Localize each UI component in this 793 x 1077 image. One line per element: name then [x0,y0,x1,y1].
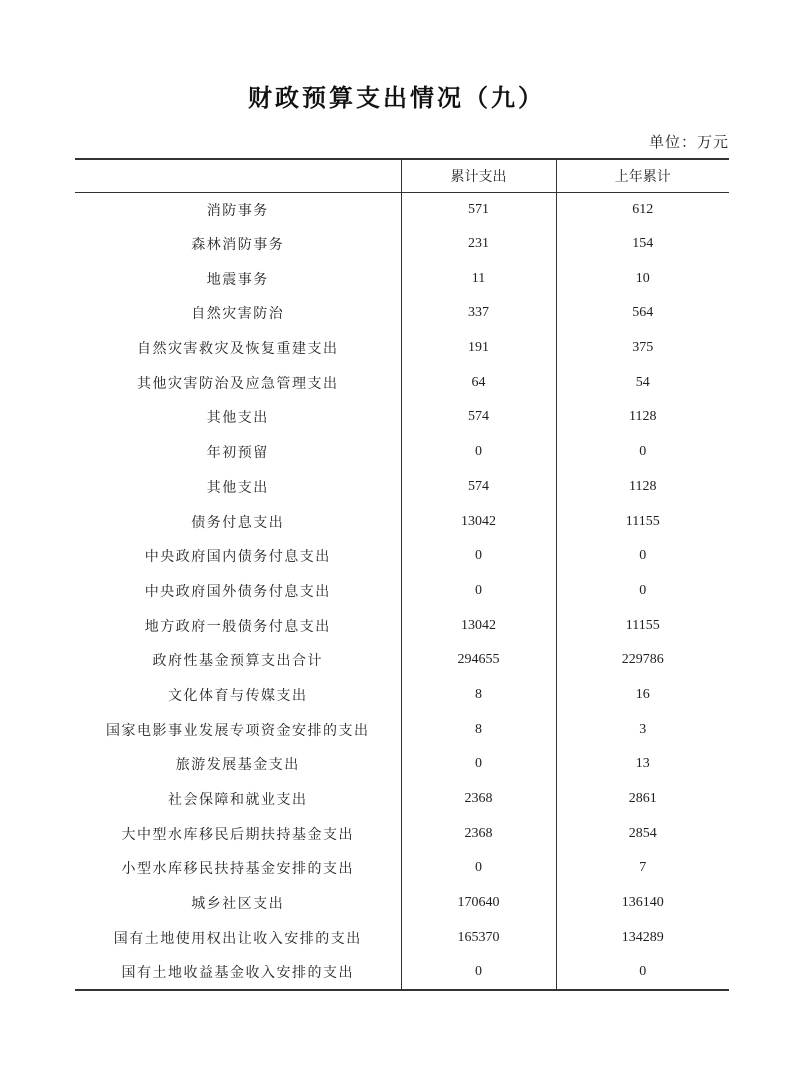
prev-year-cell: 154 [632,236,654,252]
table-row [75,608,729,643]
row-label-cell: 旅游发展基金支出 [75,747,401,782]
cumulative-cell: 0 [401,747,556,782]
table-row [75,816,729,851]
prev-year-cell: 2861 [628,791,657,807]
cumulative-cell: 2368 [401,816,556,851]
cumulative-cell: 13042 [401,504,556,539]
prev-year-cell: 136140 [621,895,664,911]
table-body [75,192,729,990]
cumulative-cell: 294655 [401,643,556,678]
table-row [75,261,729,296]
table-row [75,643,729,678]
table-row [75,331,729,366]
cumulative-cell: 0 [401,955,556,990]
cumulative-cell: 64 [401,365,556,400]
prev-year-cell: 229786 [621,652,664,668]
row-label-cell: 债务付息支出 [75,504,401,539]
prev-year-cell: 13 [635,756,650,772]
row-label-cell: 中央政府国内债务付息支出 [75,539,401,574]
cumulative-cell: 13042 [401,608,556,643]
table-row [75,504,729,539]
row-label-cell: 其他支出 [75,470,401,505]
cumulative-cell: 574 [401,400,556,435]
header-row [75,159,729,192]
table-row [75,920,729,955]
prev-year-cell: 11155 [625,617,660,633]
row-label-cell: 地方政府一般债务付息支出 [75,608,401,643]
row-label-cell: 国有土地使用权出让收入安排的支出 [75,920,401,955]
table-row [75,435,729,470]
prev-year-cell: 7 [639,860,647,876]
table-row [75,574,729,609]
row-label-cell: 消防事务 [75,192,401,227]
table-row [75,955,729,990]
prev-year-cell: 3 [639,721,647,737]
row-label-cell: 国家电影事业发展专项资金安排的支出 [75,712,401,747]
row-label-cell: 大中型水库移民后期扶持基金支出 [75,816,401,851]
page-title: 财政预算支出情况（九） [248,86,545,112]
row-label-cell: 年初预留 [75,435,401,470]
unit-label: 单位：万元 [648,135,729,151]
row-label-cell: 政府性基金预算支出合计 [75,643,401,678]
prev-year-cell: 0 [639,963,647,979]
row-label-cell: 社会保障和就业支出 [75,782,401,817]
row-label-cell: 地震事务 [75,261,401,296]
table-row [75,227,729,262]
prev-year-cell: 0 [639,548,647,564]
row-label-cell: 文化体育与传媒支出 [75,678,401,713]
prev-year-cell: 0 [639,582,647,598]
header-prev-year-cumulative: 上年累计 [614,169,671,185]
cumulative-cell: 191 [401,331,556,366]
table-row [75,747,729,782]
row-label-cell: 其他灾害防治及应急管理支出 [75,365,401,400]
row-label-cell: 森林消防事务 [75,227,401,262]
prev-year-cell: 0 [639,444,647,460]
header-cumulative-expenditure: 累计支出 [401,159,556,192]
prev-year-cell: 10 [635,270,650,286]
row-label-cell: 城乡社区支出 [75,886,401,921]
prev-year-cell: 2854 [628,825,657,841]
cumulative-cell: 0 [401,539,556,574]
prev-year-cell: 16 [635,686,650,702]
cumulative-cell: 0 [401,435,556,470]
prev-year-cell: 134289 [621,929,664,945]
prev-year-cell: 54 [635,374,650,390]
cumulative-cell: 165370 [401,920,556,955]
cumulative-cell: 11 [401,261,556,296]
cumulative-cell: 0 [401,574,556,609]
prev-year-cell: 564 [632,305,654,321]
prev-year-cell: 11155 [625,513,660,529]
table-row [75,296,729,331]
table-row [75,851,729,886]
budget-table [75,158,729,991]
table-row [75,886,729,921]
cumulative-cell: 8 [401,678,556,713]
cumulative-cell: 2368 [401,782,556,817]
cumulative-cell: 8 [401,712,556,747]
row-label-cell: 中央政府国外债务付息支出 [75,574,401,609]
row-label-cell: 自然灾害救灾及恢复重建支出 [75,331,401,366]
cumulative-cell: 231 [401,227,556,262]
header-empty-cell [75,159,401,192]
table-row [75,400,729,435]
row-label-cell: 其他支出 [75,400,401,435]
row-label-cell: 小型水库移民扶持基金安排的支出 [75,851,401,886]
table-header [75,159,729,192]
table-row [75,365,729,400]
cumulative-cell: 170640 [401,886,556,921]
prev-year-cell: 612 [632,201,654,217]
cumulative-cell: 574 [401,470,556,505]
prev-year-cell: 375 [632,340,654,356]
cumulative-cell: 571 [401,192,556,227]
row-label-cell: 自然灾害防治 [75,296,401,331]
table-row [75,712,729,747]
cumulative-cell: 0 [401,851,556,886]
cumulative-cell: 337 [401,296,556,331]
row-label-cell: 国有土地收益基金收入安排的支出 [75,955,401,990]
table-row [75,192,729,227]
prev-year-cell: 1128 [629,478,657,494]
table-row [75,470,729,505]
table-row [75,678,729,713]
prev-year-cell: 1128 [629,409,657,425]
table-row [75,539,729,574]
table-row [75,782,729,817]
